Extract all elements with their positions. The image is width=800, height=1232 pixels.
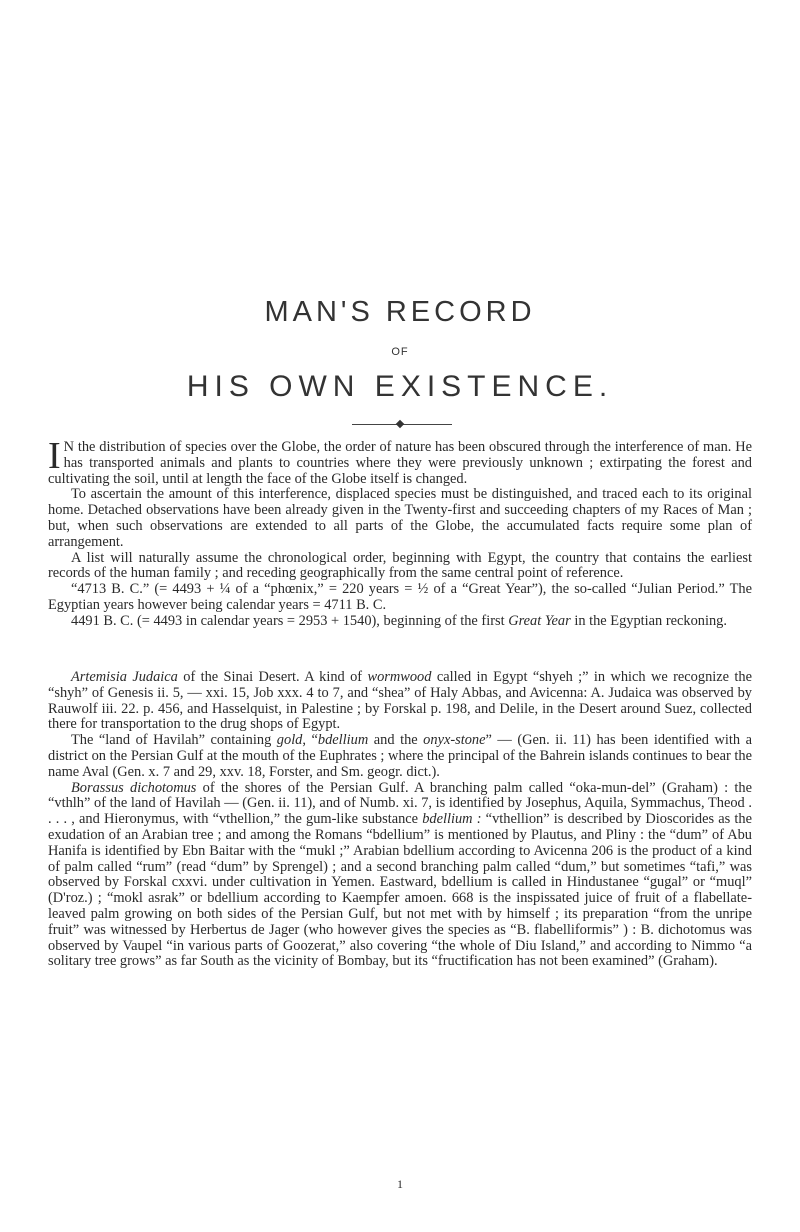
drop-cap: I xyxy=(48,435,61,477)
entry-havilah: The “land of Havilah” containing gold, “bdellium and the onyx-stone” — (Gen. ii. 11) has been identified with a district on the Persian Gulf at the mouth of the Euphrates ; where the principal of the Bahrein islands continues to bear the name Aval (Gen. x. 7 and 29, xxv. 18, Forster, and Sm. geogr. dict.). xyxy=(48,732,752,780)
entry-artemisia: Artemisia Judaica of the Sinai Desert. A kind of wormwood called in Egypt “shyeh ;” in which we recognize the “shyh” of Genesis ii. 5, — xxi. 15, Job xxx. 4 to 7, and “shea” of Haly Abbas, and Avicenna: A. Judaica was observed by Rauwolf iii. 22. p. 456, and Hasselquist, in Palestine ; by Forskal p. 198, and Delile, in the Desert around Suez, collected there for transportation to the drug shops of Egypt. xyxy=(48,669,752,733)
intro-paragraph-2: To ascertain the amount of this interference, displaced species must be distinguished, and traced each to its original home. Detached observations have been already given in the Twenty-first and succeeding chapters of my Races of Man ; but, when such observations are extended to all parts of the Globe, the accumulated facts require some plan of arrangement. xyxy=(48,486,752,550)
species-entries xyxy=(48,670,752,970)
page-number: 1 xyxy=(397,1177,403,1191)
title-of: OF xyxy=(391,346,409,358)
ornamental-divider xyxy=(352,424,452,425)
introduction xyxy=(48,435,752,630)
species-name: Borassus dichotomus xyxy=(71,779,197,796)
intro-paragraph-4: “4713 B. C.” (= 4493 + ¼ of a “phœnix,” = 220 years = ½ of a “Great Year”), the so-called “Julian Period.” The Egyptian years however being calendar years = 4711 B. C. xyxy=(48,581,752,613)
diamond-ornament-icon xyxy=(396,420,404,428)
title-line-2: HIS OWN EXISTENCE. xyxy=(186,370,614,403)
title-line-1: MAN'S RECORD xyxy=(264,296,536,328)
species-name: Artemisia Judaica xyxy=(71,669,178,685)
intro-paragraph-5: 4491 B. C. (= 4493 in calendar years = 2953 + 1540), beginning of the first Great Year in the Egyptian reckoning. xyxy=(71,612,727,629)
intro-paragraph-1: I N the distribution of species over the Globe, the order of nature has been obscured through the interference of man. He has transported animals and plants to countries where they were previously unknown ; extirpating the forest and cultivating the soil, until at length the face of the Globe itself is changed. xyxy=(48,435,752,487)
entry-borassus: Borassus dichotomus of the shores of the Persian Gulf. A branching palm called “oka-mun-del” (Graham) : the “vthlh” of the land of Havilah — (Gen. ii. 11), and of Numb. xi. 7, is identified by Josephus, Aquila, Symmachus, Theod . . . . , and Hieronymus, with “vthellion,” the gum-like substance bdellium : “vthellion” is described by Dioscorides as the exudation of an Arabian tree ; and among the Romans “bdellium” is mentioned by Plautus, and Pliny : the “dum” of Abu Hanifa is identified by Ebn Baitar with the “mukl ;” Arabian bdellium according to Avicenna 206 is the product of a kind of palm called “rum” (read “dum” by Sprengel) ; and a second branching palm called “dum,” but sometimes “tafi,” was observed by Forskal cxxvi. under cultivation in Yemen. Eastward, bdellium is called in Hindustanee “gugal” or “muql” (D'roz.) ; “mokl asrak” or bdellium according to Kaempfer amoen. 668 is the inspissated juice of fruit of a flabellate-leaved palm growing on both sides of the Persian Gulf, but not met with by himself ; its preparation “from the unripe fruit” was witnessed by Herbertus de Jager (who however gives the species as “B. flabelliformis” ) : B. dichotomus was observed by Vaupel “in various parts of Goozerat,” also covering “the whole of Diu Island,” and according to Nimmo “a solitary tree grows” as far South as the vicinity of Bombay, but its “fructification has not been examined” (Graham). xyxy=(48,779,752,970)
intro-paragraph-3: A list will naturally assume the chronological order, beginning with Egypt, the country that contains the earliest records of the human family ; and receding geographically from the same central point of reference. xyxy=(48,549,752,582)
